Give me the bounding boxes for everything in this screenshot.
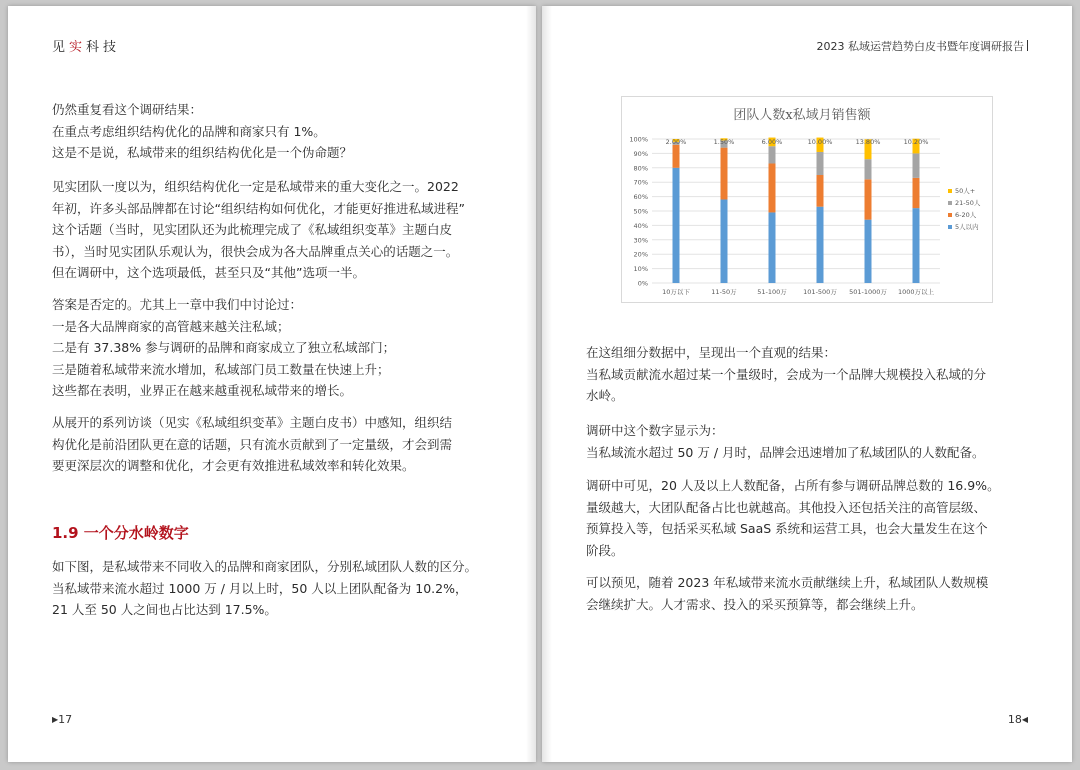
paragraph-5	[52, 556, 477, 621]
page-number-right	[1008, 713, 1028, 726]
bar-21-50人	[817, 152, 824, 175]
paragraph-4	[586, 572, 988, 615]
data-label: 2.00%	[665, 137, 687, 146]
bar-5人以内	[817, 207, 824, 283]
bar-5人以内	[721, 199, 728, 283]
y-tick-label: 0%	[637, 279, 648, 288]
chart-title: 团队人数x私域月销售额	[733, 108, 871, 123]
header-divider	[1027, 40, 1028, 51]
bar-6-20人	[673, 145, 680, 168]
brand-char-red: 实	[69, 40, 87, 55]
triangle-left-icon: ◀	[1021, 715, 1028, 724]
x-tick-label: 101-500万	[803, 288, 837, 296]
text-line: 当私域带来流水超过 1000 万 / 月以上时，50 人以上团队配备为 10.2%，	[52, 580, 468, 596]
paragraph-1	[52, 99, 352, 164]
x-tick-label: 51-100万	[757, 288, 787, 296]
page-fold-shadow	[526, 6, 536, 762]
text-line: 如下图，是私域带来不同收入的品牌和商家团队，分别私域团队人数的区分。	[52, 559, 478, 574]
bar-5人以内	[913, 208, 920, 283]
y-tick-label: 70%	[633, 178, 648, 187]
paragraph-1	[586, 342, 986, 407]
y-tick-label: 10%	[633, 265, 648, 274]
brand-header	[52, 36, 120, 55]
text-line: 当私域贡献流水超过某一个量级时，会成为一个品牌大规模投入私域的分	[586, 366, 987, 382]
text-line: 在重点考虑组织结构优化的品牌和商家只有 1%。	[52, 123, 326, 139]
x-tick-label: 11-50万	[711, 288, 737, 296]
brand-char-rest: 科技	[86, 40, 121, 55]
text-line: 仍然重复看这个调研结果：	[52, 102, 203, 117]
report-header	[817, 38, 1029, 54]
text-line: 但在调研中，这个选项最低，甚至只及“其他”选项一半。	[52, 265, 365, 280]
text-line: 可以预见，随着 2023 年私域带来流水贡献继续上升，私域团队人数规模	[586, 575, 989, 590]
text-line: 量级越大，大团队配备占比也就越高。其他投入还包括关注的高管层级、	[586, 499, 987, 515]
text-line: 从展开的系列访谈（见实《私域组织变革》主题白皮书）中感知，组织结	[52, 415, 453, 430]
page-fold-shadow	[542, 6, 552, 762]
text-line: 调研中这个数字显示为：	[586, 423, 724, 438]
data-label: 10.20%	[903, 137, 929, 146]
text-line: 阶段。	[586, 542, 624, 558]
y-tick-label: 20%	[633, 250, 648, 259]
legend-swatch	[948, 225, 952, 229]
x-tick-label: 501-1000万	[849, 288, 887, 296]
bar-6-20人	[865, 179, 872, 219]
text-line: 年初，许多头部品牌都在讨论“组织结构如何优化，才能更好推进私域进程”	[52, 200, 465, 216]
chart-svg	[622, 97, 992, 302]
bar-5人以内	[673, 168, 680, 283]
page-number-text: 17	[58, 713, 73, 726]
legend-label: 21-50人	[955, 199, 981, 207]
report-title: 2023 私域运营趋势白皮书暨年度调研报告	[816, 40, 1024, 53]
paragraph-3	[586, 475, 1000, 561]
text-line: 21 人至 50 人之间也占比达到 17.5%。	[52, 602, 277, 617]
legend-label: 6-20人	[955, 211, 977, 219]
paragraph-2	[52, 176, 465, 284]
y-tick-label: 100%	[629, 135, 648, 144]
legend-label: 5人以内	[955, 223, 979, 231]
paragraph-4	[52, 412, 452, 477]
y-tick-label: 80%	[633, 164, 648, 173]
text-line: 调研中可见，20 人及以上人数配备，占所有参与调研品牌总数的 16.9%。	[586, 478, 1000, 493]
bar-5人以内	[769, 212, 776, 283]
x-tick-label: 1000万以上	[897, 288, 935, 296]
bar-6-20人	[817, 175, 824, 207]
data-label: 6.00%	[761, 137, 783, 146]
y-tick-label: 30%	[633, 236, 648, 245]
text-line: 构优化是前沿团队更在意的话题，只有流水贡献到了一定量级，才会到需	[52, 436, 453, 452]
legend-swatch	[948, 189, 952, 193]
bar-6-20人	[913, 178, 920, 208]
text-line: 当私域流水超过 50 万 / 月时，品牌会迅速增加了私域团队的人数配备。	[586, 444, 985, 460]
paragraph-2	[586, 420, 985, 463]
text-line: 答案是否定的。尤其上一章中我们中讨论过：	[52, 297, 303, 312]
text-line: 这些都在表明，业界正在越来越重视私域带来的增长。	[52, 383, 353, 398]
y-tick-label: 40%	[633, 221, 648, 230]
bar-21-50人	[913, 153, 920, 177]
y-tick-label: 90%	[633, 149, 648, 158]
data-label: 10.00%	[807, 137, 833, 146]
text-line: 三是随着私域带来流水增加，私域部门员工数量在快速上升；	[52, 361, 390, 377]
text-line: 见实团队一度以为，组织结构优化一定是私域带来的重大变化之一。2022	[52, 179, 459, 194]
legend-label: 50人+	[955, 187, 976, 195]
data-label: 13.80%	[855, 137, 881, 146]
text-line: 一是各大品牌商家的高管越来越关注私域；	[52, 318, 290, 334]
text-line: 会继续扩大。人才需求、投入的采买预算等，都会继续上升。	[586, 596, 924, 612]
page-number-left	[52, 713, 72, 726]
text-line: 这是不是说，私域带来的组织结构优化是一个伪命题？	[52, 145, 353, 160]
data-label: 1.50%	[713, 137, 735, 146]
text-line: 二是有 37.38% 参与调研的品牌和商家成立了独立私域部门；	[52, 340, 396, 355]
paragraph-3	[52, 294, 395, 402]
right-page	[542, 6, 1072, 762]
y-tick-label: 50%	[633, 207, 648, 216]
x-tick-label: 10万以下	[662, 288, 690, 296]
text-line: 书），当时见实团队乐观认为，很快会成为各大品牌重点关心的话题之一。	[52, 243, 459, 259]
text-line: 在这组细分数据中，呈现出一个直观的结果：	[586, 345, 837, 360]
bar-5人以内	[865, 220, 872, 283]
y-tick-label: 60%	[633, 193, 648, 202]
left-page	[8, 6, 536, 762]
bar-6-20人	[769, 163, 776, 212]
bar-6-20人	[721, 148, 728, 200]
legend-swatch	[948, 201, 952, 205]
brand-char-1: 见	[52, 40, 70, 55]
section-title: 1.9 一个分水岭数字	[52, 524, 189, 542]
bar-21-50人	[769, 146, 776, 163]
page-number-text: 18	[1007, 713, 1022, 726]
text-line: 要更深层次的调整和优化，才会更有效推进私域效率和转化效果。	[52, 458, 415, 473]
text-line: 预算投入等，包括采买私域 SaaS 系统和运营工具，也会大量发生在这个	[586, 521, 988, 536]
text-line: 水岭。	[586, 388, 624, 403]
legend-swatch	[948, 213, 952, 217]
bar-21-50人	[865, 159, 872, 179]
text-line: 这个话题（当时，见实团队还为此梳理完成了《私域组织变革》主题白皮	[52, 222, 453, 237]
triangle-right-icon: ▶	[52, 715, 59, 724]
chart	[621, 96, 993, 303]
